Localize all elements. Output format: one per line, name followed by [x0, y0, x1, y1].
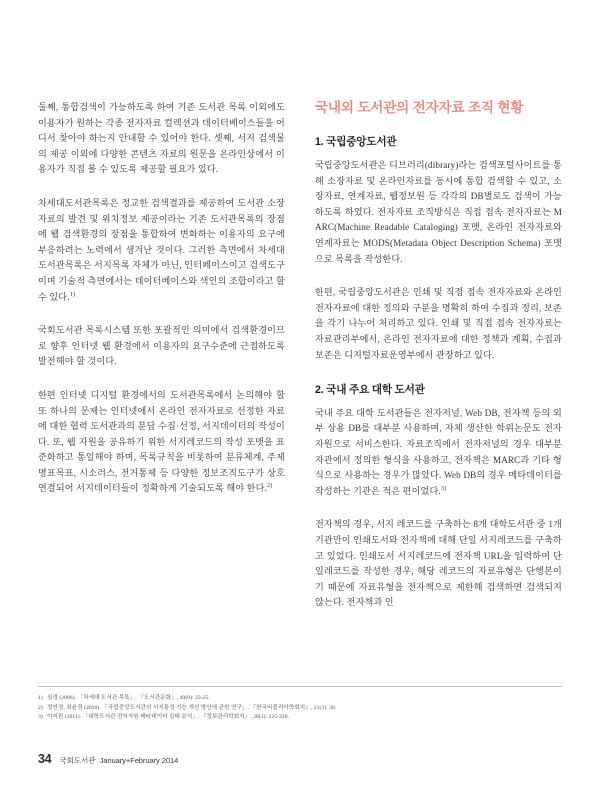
- footer-publication: 국회도서관 January+February 2014: [59, 756, 179, 765]
- footnote-number: 2): [38, 704, 43, 711]
- subsection-heading-1: 1. 국립중앙도서관: [315, 136, 397, 149]
- paragraph: 전자책의 경우, 서지 레코드를 구축하는 8개 대학도서관 중 1개 기관만이 인쇄도서와 전자책에 대해 단일 서지레코드를 구축하고 있었다. 인쇄도서 서지레코드에 전자책 URL을 입력하여 단일레코드를 작성한 경우, 해당 레코드의 자료유형은 단행본이기 때문에 자료유형을 전자책으로 제한해 검색하면 검색되지 않는다. 전자책과 인: [315, 519, 562, 608]
- right-column: [315, 100, 562, 611]
- two-column-body: [38, 100, 562, 611]
- paragraph: 차세대도서관목록은 정교한 검색결과를 제공하여 도서관 소장자료의 발견 및 위치정보 제공이라는 기존 도서관목록의 장점에 웹 검색환경의 장점을 통합하여 변화하는 이용자의 요구에 부응하려는 노력에서 생겨난 것이다. 그러한 측면에서 차세대도서관목록은 서지목록 자체가 아닌, 인터페이스이고 검색도구이며 기술적 측면에서는 데이터베이스와 색인의 조합이라고 할 수 있다.$^{1)}$: [38, 197, 285, 302]
- footnote-number: 3): [38, 714, 43, 721]
- footnote-number: 1): [38, 695, 43, 701]
- footer-issue: January+February 2014: [99, 756, 179, 765]
- footnote-marker: 2): [266, 482, 273, 490]
- section-title: 국내외 도서관의 전자자료 조직 현황: [315, 100, 524, 115]
- page-footer: [38, 752, 178, 766]
- paragraph: 한편 인터넷 디지털 환경에서의 도서관목록에서 논의해야 할 또 하나의 문제는 인터넷에서 온라인 전자자료로 선정한 자료에 대한 협력 도서관과의 분담 수집·선정, 서지데이터의 작성이다. 또, 웹 자원을 공유하기 위한 서지레코드의 작성 포맷을 표준화하고 통일해야 하며, 목록규칙을 비롯하여 분류체계, 주제명표목표, 시소러스, 전거통제 등 다양한 정보조직도구가 상호 연결되어 서지데이터들이 정확하게 기술되도록 해야 한다.$^{2)}$: [38, 389, 285, 494]
- footnote-marker: 3): [440, 484, 447, 492]
- footnote-item: [38, 704, 562, 714]
- footnote-marker: 1): [69, 290, 76, 298]
- left-column: [38, 100, 285, 611]
- paragraph: 둘째, 통합검색이 가능하도록 하여 기존 도서관 목록 이외에도 이용자가 원하는 각종 전자자료 컬렉션과 데이터베이스들을 어디서 찾아야 하는지 안내할 수 있어야 한다. 셋째, 서지 검색물의 제공 이외에 다양한 콘텐츠 자료의 원문을 온라인상에서 이용자가 직접 볼 수 있도록 제공할 필요가 있다.: [38, 102, 285, 175]
- paragraph: 국립중앙도서관은 디브러리(dibrary)라는 검색포털사이트를 통해 소장자료 및 온라인자료를 동시에 통합 검색할 수 있고, 소장자료, 연계자료, 웹정보원 등 각각의 DB별로도 검색이 가능하도록 하였다. 전자자료 조직방식은 직접 접속 전자자료는 MARC(Machine Readable Cataloging) 포맷, 온라인 전자자료와 연계자료는 MODS(Metadata Object Description Schema) 포맷으로 목록을 작성한다.: [315, 160, 562, 264]
- footnote-text: 정연경, 최윤경 (2010). 「국립중앙도서관의 서지통정 기능 개선 방안에 관한 연구」. 『한국비블리아학회지』, 21(3): 30.: [47, 704, 337, 711]
- footnote-text: 심경 (2006). 「차세대 도서관 목록」. 『도서관문화』, 49(9): 23-25.: [47, 695, 210, 701]
- footnote-item: [38, 694, 562, 704]
- page-number: 34: [38, 752, 52, 766]
- footnotes-divider: [38, 686, 562, 687]
- footnotes-block: [38, 686, 562, 723]
- footnote-item: [38, 713, 562, 723]
- subsection-heading-2: 2. 국내 주요 대학 도서관: [315, 384, 425, 397]
- paragraph: 국회도서관 목록시스템 또한 포괄적인 의미에서 검색환경이므로 향후 인터넷 웹 환경에서 이용자의 요구수준에 근접하도록 발전해야 할 것이다.: [38, 325, 285, 367]
- paragraph: 한편, 국립중앙도서관은 인쇄 및 직접 접속 전자자료와 온라인 전자자료에 대한 정의와 구분을 명확히 하여 수집과 정리, 보존을 각기 나누어 처리하고 있다. 인쇄 및 직접 접속 전자자료는 자료관리부에서, 온라인 전자자료에 대한 정책과 계획, 수집과 보존은 디지털자료운영부에서 관장하고 있다.: [315, 287, 562, 360]
- paragraph: 국내 주요 대학 도서관들은 전자저널, Web DB, 전자책 등의 외부 상용 DB를 대부분 사용하며, 자체 생산한 학위논문도 전자자원으로 서비스한다. 자료조직에서 전자저널의 경우 대부분 자관에서 정의한 형식을 사용하고, 전자책은 MARC과 기타 형식으로 사용하는 경우가 많았다. Web DB의 경우 메타데이터를 작성하는 기관은 적은 편이었다.$^{3)}$: [315, 407, 562, 496]
- footnote-text: 이지원 (2011). 「대학도서관 전자자원 메타데이터 실태 분석」. 『정보관리학회지』, 28(1): 225-226.: [47, 714, 290, 721]
